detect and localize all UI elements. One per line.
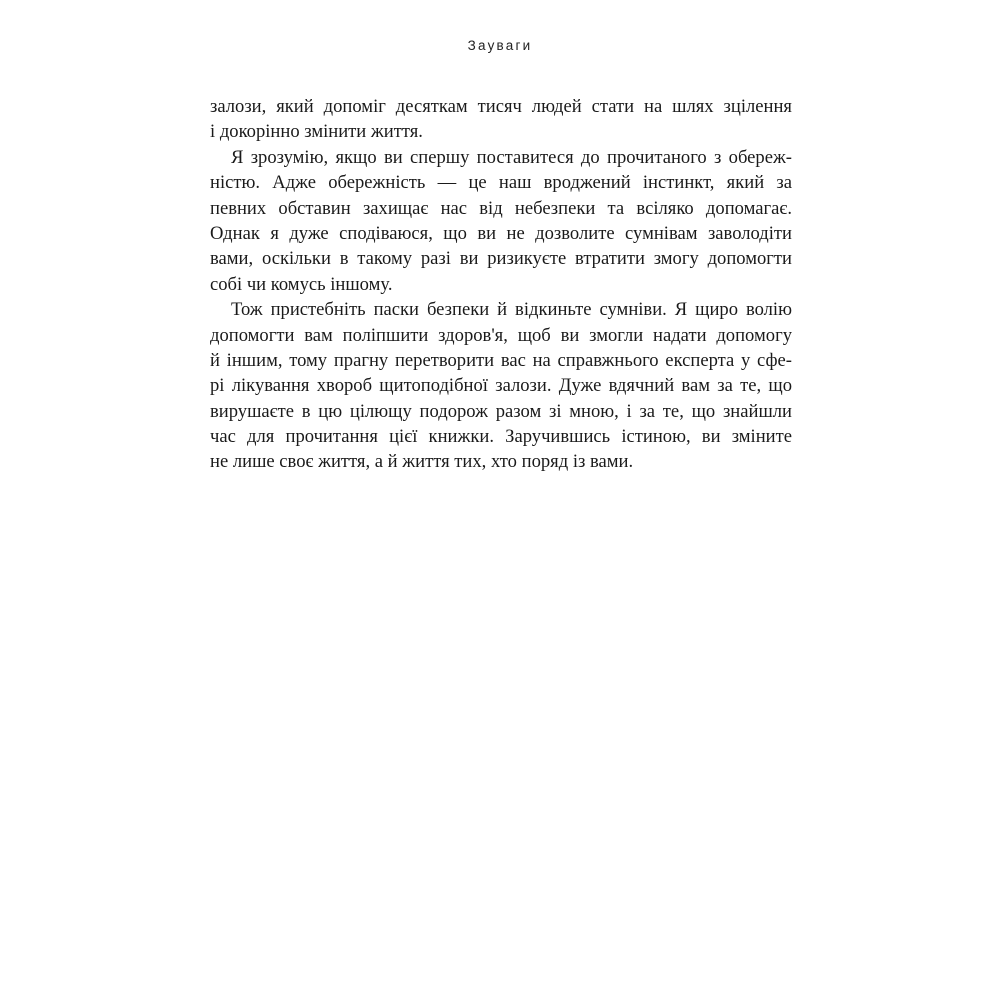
- body-text: [210, 94, 792, 475]
- paragraph-3: [210, 297, 792, 475]
- paragraph-1: [210, 94, 792, 145]
- text-line: вами, оскільки в такому разі ви ризикуєте втратити змогу допомогти: [210, 248, 792, 270]
- text-line: вирушаєте в цю цілющу подорож разом зі мною, і за те, що знайшли: [210, 400, 792, 422]
- text-line: допомогти вам поліпшити здоров'я, щоб ви змогли надати допомогу: [210, 324, 792, 346]
- text-line: Однак я дуже сподіваюся, що ви не дозволите сумнівам заволодіти: [210, 222, 792, 244]
- text-line: не лише своє життя, а й життя тих, хто поряд із вами.: [210, 451, 634, 473]
- text-line: собі чи комусь іншому.: [210, 273, 393, 295]
- text-line: ністю. Адже обережність — це наш вроджений інстинкт, який за: [210, 172, 792, 194]
- text-line: і докорінно змінити життя.: [210, 121, 423, 143]
- text-line: певних обставин захищає нас від небезпеки та всіляко допомагає.: [210, 197, 792, 219]
- paragraph-2: [210, 145, 792, 297]
- running-head: Зауваги: [467, 38, 533, 53]
- text-line: час для прочитання цієї книжки. Заручившись істиною, ви зміните: [210, 426, 792, 448]
- text-line: й іншим, тому прагну перетворити вас на справжнього експерта у сфе-: [210, 349, 792, 371]
- text-line: залози, який допоміг десяткам тисяч людей стати на шлях зцілення: [210, 96, 792, 117]
- text-line: рі лікування хвороб щитоподібної залози. Дуже вдячний вам за те, що: [210, 375, 792, 397]
- text-line: Тож пристебніть паски безпеки й відкиньте сумніви. Я щиро волію: [231, 299, 792, 321]
- text-line: Я зрозумію, якщо ви спершу поставитеся до прочитаного з обереж-: [231, 146, 792, 168]
